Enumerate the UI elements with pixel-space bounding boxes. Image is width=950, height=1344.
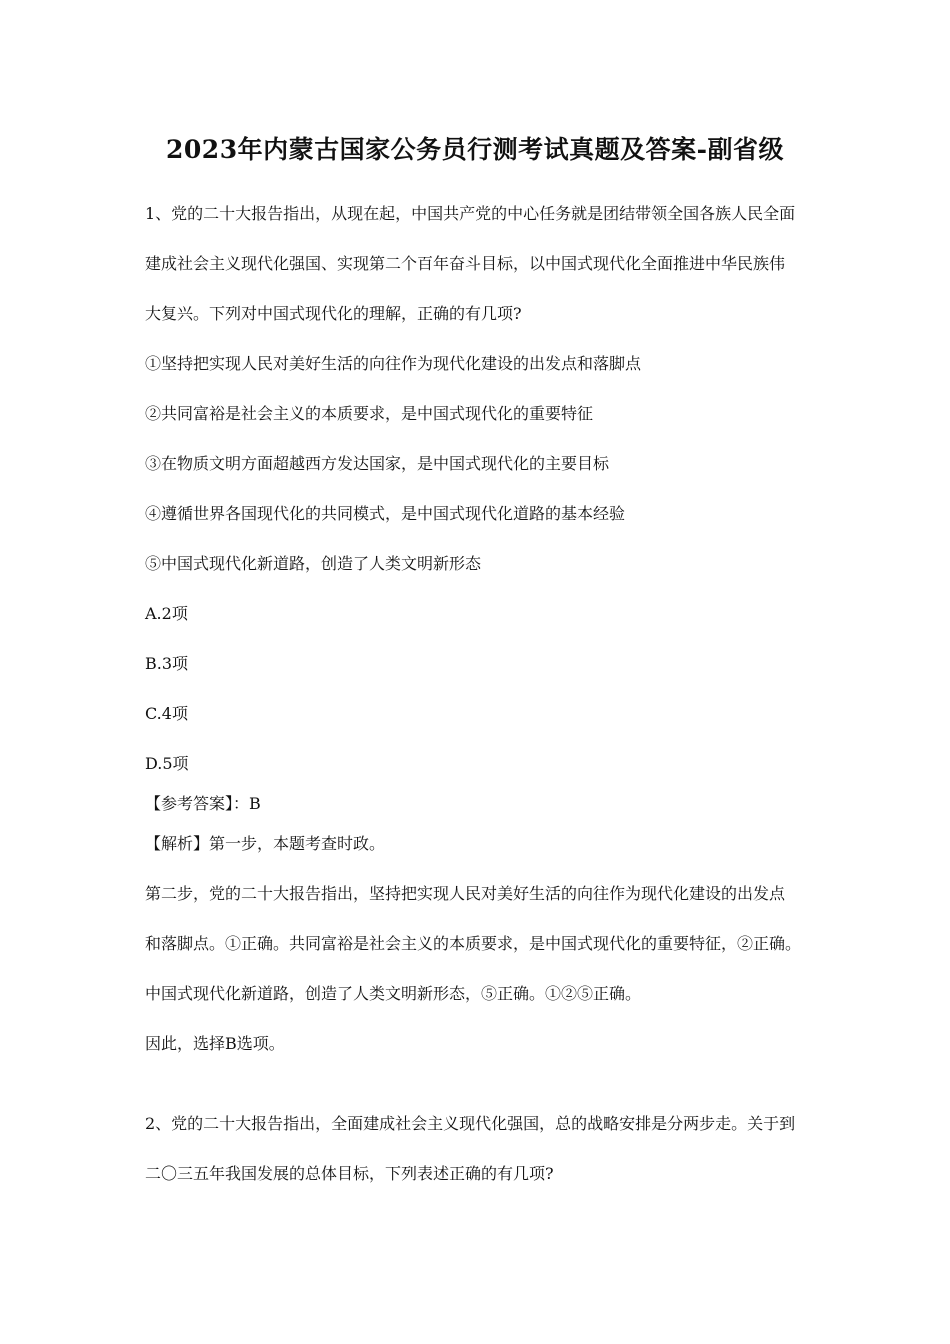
option-a: A.2项 [145,604,188,623]
analysis-line-5: 因此，选择B选项。 [145,1034,285,1053]
analysis-line-1: 【解析】第一步，本题考查时政。 [145,834,386,853]
question-1-stem-line-1: 1、党的二十大报告指出，从现在起，中国共产党的中心任务就是团结带领全国各族人民全面 [145,204,796,223]
statement-2: ②共同富裕是社会主义的本质要求，是中国式现代化的重要特征 [145,404,594,423]
analysis-line-2: 第二步，党的二十大报告指出，坚持把实现人民对美好生活的向往作为现代化建设的出发点 [145,884,786,903]
question-2-stem-line-2: 二〇三五年我国发展的总体目标，下列表述正确的有几项? [145,1164,554,1183]
statement-1: ①坚持把实现人民对美好生活的向往作为现代化建设的出发点和落脚点 [145,354,642,373]
question-1-stem-line-3: 大复兴。下列对中国式现代化的理解，正确的有几项? [145,304,522,323]
question-2-stem-line-1: 2、党的二十大报告指出，全面建成社会主义现代化强国，总的战略安排是分两步走。关于到 [145,1114,796,1133]
option-d: D.5项 [145,754,189,773]
statement-4: ④遵循世界各国现代化的共同模式，是中国式现代化道路的基本经验 [145,504,626,523]
analysis-line-3: 和落脚点。①正确。共同富裕是社会主义的本质要求，是中国式现代化的重要特征，②正确。 [145,934,802,953]
option-c: C.4项 [145,704,188,723]
document-title: 2023年内蒙古国家公务员行测考试真题及答案-副省级 [166,135,784,164]
reference-answer: 【参考答案】：B [145,794,261,813]
option-b: B.3项 [145,654,189,673]
statement-5: ⑤中国式现代化新道路，创造了人类文明新形态 [145,554,482,573]
question-1-stem-line-2: 建成社会主义现代化强国、实现第二个百年奋斗目标，以中国式现代化全面推进中华民族伟 [145,254,786,273]
statement-3: ③在物质文明方面超越西方发达国家，是中国式现代化的主要目标 [145,454,610,473]
analysis-line-4: 中国式现代化新道路，创造了人类文明新形态，⑤正确。①②⑤正确。 [145,984,642,1003]
